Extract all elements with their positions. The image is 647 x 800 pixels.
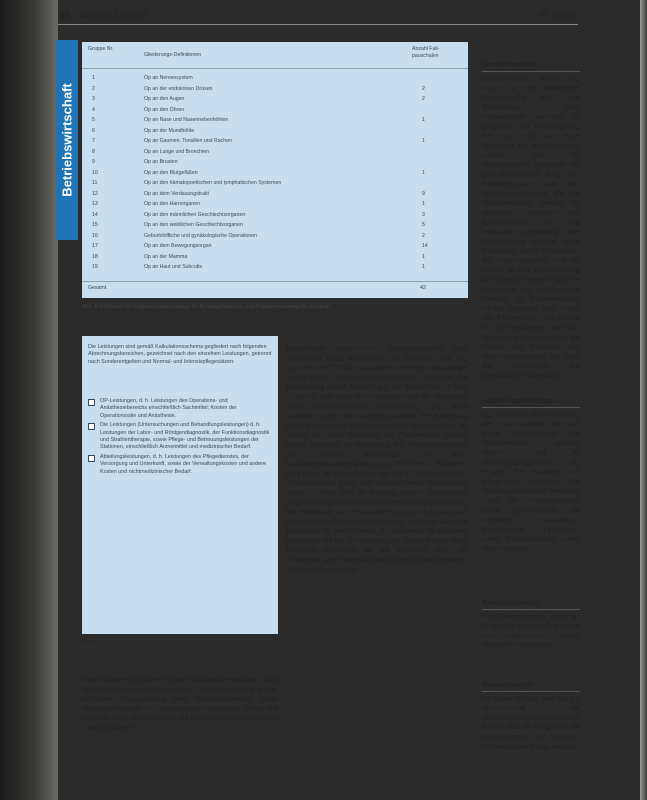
- group-count: 3: [422, 211, 425, 218]
- group-number: 19: [92, 264, 98, 270]
- table-row: [82, 211, 468, 222]
- table-row: [82, 221, 468, 232]
- table-row: [82, 190, 468, 201]
- group-number: 9: [92, 159, 95, 165]
- checkbox-bullet-icon: [88, 423, 95, 430]
- section-tab: [56, 40, 78, 240]
- table-row: [82, 242, 468, 253]
- group-count: 1: [422, 169, 425, 176]
- figure-7-intro: Die Leistungen sind gemäß Kalkulationsschema gegliedert nach folgenden Abrechnungsbereichen, gezeichnet nach den einzelnen Leistungen, getrennt nach Sonderentgelten und Normal- und Intensivpflegesätzen:: [88, 344, 272, 365]
- group-count: 9: [422, 190, 425, 197]
- group-count: 14: [422, 243, 428, 249]
- table-total-row: [82, 281, 468, 296]
- table-row: [82, 253, 468, 264]
- group-number: 1: [92, 75, 95, 81]
- total-value: 42: [420, 285, 426, 291]
- group-description: Op an den Harnorganen: [144, 201, 200, 207]
- table-row: [82, 127, 468, 138]
- paragraph: Zur Vergütung der Leistungen des Krankenhauses, die nicht durch Fallpauschalen und Sonderentgelte vergütet werden, gibt es Abteilungspflegesätze als Entgelt für ärztliche und pflegerische Leistungen. Der Abteilungspflegesatz beinhaltet somit die Abteilungskosten sowie Sonderentgelte, die allgemein medizinisch-pflegerischen Leistungen, sowie Betriebsinternen sowie Sachleistungen.: [482, 411, 580, 553]
- group-number: 6: [92, 127, 95, 134]
- table-row: [82, 85, 468, 96]
- group-number: 10: [92, 169, 98, 176]
- col-header-group: Gruppe Nr.: [88, 46, 114, 52]
- group-description: Op an den Blutgefäßen: [144, 169, 198, 176]
- table-row: [82, 95, 468, 106]
- body-column-middle: [286, 345, 468, 575]
- group-number: 12: [92, 190, 98, 197]
- group-number: 18: [92, 253, 98, 260]
- list-item-text: OP-Leistungen, d. h. Leistungen des Operations- und Anästhesiebereichs einschließlich Sachmittel; Kosten der Operationssäle und Anästhesie.: [100, 398, 237, 419]
- group-description: Op an Haut und Subcutis: [144, 264, 202, 270]
- group-description: Op an Brusten: [144, 159, 178, 165]
- group-description: Op an der Mamma: [144, 253, 188, 260]
- list-item-text: Abteilungsleistungen, d. h. Leistungen des Pflegedienstes, der Versorgung und Unterkunft, sowie der Verwaltungskosten und andere Kosten und nichtmedizinischer Bedarf.: [100, 453, 267, 475]
- group-description: Op an den hämatopoetischen und lymphatischen Systemen: [144, 180, 282, 186]
- col-header-description: Gliederungs-Definitionen: [144, 52, 202, 58]
- paragraph: Der Basispflegesatz dient als Entgelt für nicht durch ärztliche oder pflegerische Tätigkeit veranlaßte Leistungen.: [482, 613, 580, 650]
- group-description: Op an der endokrinen Drüsen: [144, 85, 213, 92]
- group-number: 5: [92, 117, 95, 123]
- paragraph: Mit dieser Reform wird ein zur Verbesserung der Wirtschaftlichkeit hin unter dem Aspekt, daß die Pflege und die Intensivmedizin die Patienten mit besonderer Pflege wendet.: [482, 695, 580, 751]
- group-number: 16: [92, 232, 98, 239]
- group-number: 3: [92, 96, 95, 102]
- group-number: 2: [92, 85, 95, 92]
- table-body: [82, 74, 468, 274]
- journal-title: intensiv 2 (1996): [80, 10, 147, 20]
- table-row: [82, 158, 468, 169]
- table-row: [82, 106, 468, 117]
- group-count: 1: [422, 264, 425, 270]
- figure-7-caption: Abb. 7: [82, 644, 101, 650]
- table-row: [82, 137, 468, 148]
- paragraph: Sonderentgelte treffen zu, wenn für ein bestimmtes Krankheitsbild oder eine Behandlung keine Fallpauschalen vorliegen. Im Gegensatz zur Fallpauschale, die den Fall von einer Aufnahme bis zur Entlassung umfaßt, sind die Sonderentgelte gekoppelt mit den Pflegesätzen durch den Basispflegesatz und den Abteilungspflegesatz. Mit den Sonderentgelten werden die gesamten Leistungen des Krankenhauses für eine bestimmte Behandlung oder Untersuchung vergütet, durch Ergänzung durch Pflegesätze. Bei Sonderentgelten sind die Kosten für eine Sonderleistung aus dem OP-Bereich und die Leistungen des medizinischen Dienstes im Zusammenhang mit der Operation dem Zweck des Pflegesatzes. Die Anteile der OP-Leistungen sowie der Versorgung werden sowohl die Kosten der Patienten den Abteilungspflegesatz als auch die Leistungen zur medizinischen Abteilung.: [482, 75, 580, 380]
- group-number: 7: [92, 138, 95, 144]
- paragraph: Diese Minuten-/DM-Werte für die Funktionsdienste waren 1994 Anlaß für kontroverse Diskussionen, da sich die Werte an der tariflichen Eingruppierung einer Krankenschwester (einer Stationspflegekraft) im Funktionsdienst orientieren sollten und nicht wie in der Diskussion um die Fallpauschalen aufgeworfen – an den Jahres-: [82, 677, 278, 732]
- heading-sonderentgelte: Sonderentgelte: [482, 60, 580, 72]
- group-description: Op an den Augen: [144, 96, 185, 102]
- group-count: 1: [422, 138, 425, 144]
- group-count: 2: [422, 232, 425, 239]
- page-edge-shadow: [640, 0, 647, 800]
- heading-abteilungspflegesatz: Abteilungspflegesatz: [482, 396, 580, 408]
- list-item: [88, 422, 272, 452]
- table-row: [82, 116, 468, 127]
- section-tab-label: Betriebswirtschaft: [59, 83, 75, 197]
- figure-6-table: [82, 42, 468, 298]
- table-row: [82, 263, 468, 274]
- group-description: Op an Lunge und Bronchien: [144, 148, 209, 155]
- group-description: Op an dem Verdauungstrakt: [144, 190, 209, 197]
- group-description: Op an den männlichen Geschlechtsorganen: [144, 211, 246, 218]
- group-description: Op an der Mundhöhle: [144, 127, 195, 134]
- group-number: 14: [92, 211, 98, 218]
- list-item: [88, 454, 272, 476]
- group-count: 1: [422, 201, 425, 207]
- group-count: 2: [422, 85, 425, 92]
- table-row: [82, 200, 468, 211]
- group-description: Op an den weiblichen Geschlechtsorganen: [144, 222, 243, 228]
- figure-7-list: [88, 398, 272, 478]
- table-row: [82, 74, 468, 85]
- figure-7-box: [82, 336, 278, 634]
- table-row: [82, 179, 468, 190]
- group-number: 8: [92, 148, 95, 155]
- paragraph: Bruttolöhnen (tatsächlicher Arbeitgeberanteil) einer Arzthelferin eines Arzthelfers. Die Differenz liegt hier zwischen DM 12.000,– Krankenschwester/Krankenpfleger zu DM 62.000,– Arzthelferin = DM 10.000,– Planstelle. Die Begründung dieser Ansätze aus der Ärzteschaft ist darin zu sehen, daß diese im Praxisalltag viele der Tätigkeiten einer Krankenschwester übernehmen und somit qualifiziert seien. Berechnungsgrundlage der Bewertung eines pflegerischen Arbeitsplatzes im Funktionsdienst lag damals mit einer Vorlegung der Personalzahl. Daraus heraus bedeuten die Bewertung der Stationsschwestern mit 70.000,– Planstellen und einer Nachtbereitschaftsvergütung von DM 2.000,– Planstelle. Dies führte zu einem Betrag von DM 72.000,– Planstelle. Zu bedenken ist gleich, daß aufgrund dieser Vereinbarung sicher im Jahre 1996 die Neigung besteht, überwiegend jüngere, ledige und somit preiswertere Kräfte einzustellen. Die Arbeitszeit- und Personalberechnung ist ein wichtiger Bestandteil der Kostenträgerrechnung, auf deren Basis die Kalkulation für einen Bereich. Es beschreibt die einzelnen Leistungen mit der Schlüsselung der Gesamtkosten eines Betriebes (Abteilung) auf die einzelnen Arten der Leistungen unter Verteilung und Erfassung von einzelnen Arten der Kosten, etwa.: [286, 346, 468, 574]
- group-number: 11: [92, 180, 98, 186]
- group-number: 4: [92, 106, 95, 113]
- group-number: 17: [92, 243, 98, 249]
- body-column-left: [82, 676, 278, 734]
- table-row: [82, 232, 468, 243]
- group-description: Op an Nervensystem: [144, 75, 193, 81]
- checkbox-bullet-icon: [88, 455, 95, 462]
- book-spine-shadow: [0, 0, 58, 800]
- group-count: 2: [422, 96, 425, 102]
- col-header-count: Anzahl Fall-pauschalen: [412, 46, 440, 59]
- page-number: 90: [60, 10, 71, 20]
- group-count: 1: [422, 253, 425, 260]
- heading-auswirkungen: Auswirkungen: [482, 680, 580, 692]
- total-label: Gesamt: [88, 285, 107, 291]
- group-description: Op an dem Bewegungsorgan: [144, 243, 212, 249]
- figure-6-caption: Abb. 6 Schlüssel des Fallpauschalenkatalogs für Bundespflegesatz- und Krankenhausentgelte (Auszug).: [82, 304, 332, 310]
- author-name: R. Hagen: [539, 10, 578, 20]
- list-item-text: Die Leistungen (Untersuchungen und Behandlungsleistungen) d. h. Leistungen der Labor- und Röntgendiagnostik, der Funktionsdiagnostik und Strahlentherapie, sowie Pflege- und Betreuungsleistungen der Stationen, einschließlich Arzneimittel und medizinischer Bedarf.: [100, 422, 270, 451]
- table-header: [82, 42, 468, 69]
- group-description: Op an Nase und Nasennebenhöhlen: [144, 117, 229, 123]
- group-description: Op an Gaumen, Tonsillen und Rachen: [144, 138, 232, 144]
- list-item: [88, 398, 272, 420]
- group-description: Geburtshilfliche und gynäkologische Operationen: [144, 232, 258, 239]
- heading-basispflegesatz: Basispflegesatz: [482, 598, 580, 610]
- group-count: 1: [422, 117, 425, 123]
- table-row: [82, 148, 468, 159]
- group-number: 13: [92, 201, 98, 207]
- checkbox-bullet-icon: [88, 399, 95, 406]
- group-number: 15: [92, 222, 98, 228]
- page-header: [58, 6, 578, 25]
- group-description: Op an den Ohren: [144, 106, 185, 113]
- table-row: [82, 169, 468, 180]
- group-count: 5: [422, 222, 425, 228]
